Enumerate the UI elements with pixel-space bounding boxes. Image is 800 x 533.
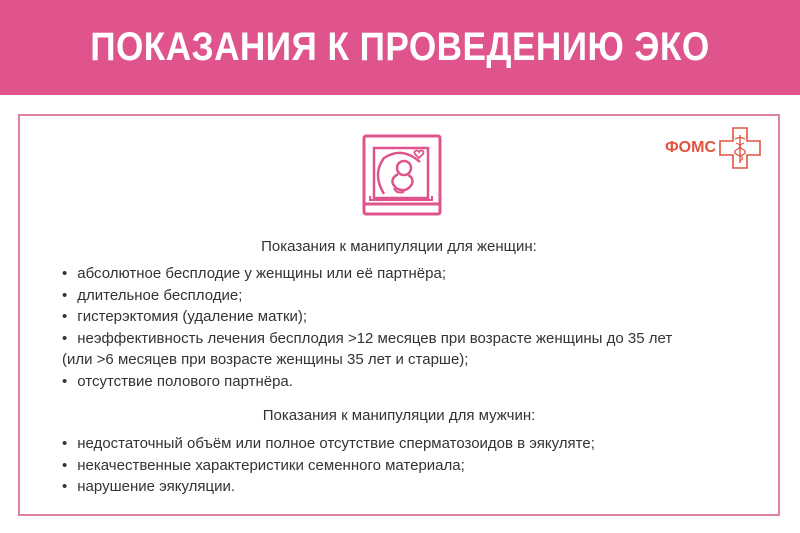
list-item: • длительное бесплодие; xyxy=(62,285,762,307)
header-banner xyxy=(0,0,800,95)
logo-text: ФОМС xyxy=(665,139,716,156)
medical-cross-icon xyxy=(718,126,762,170)
ultrasound-fetus-icon xyxy=(362,134,442,216)
content-card xyxy=(18,114,780,516)
men-section-title: Показания к манипуляции для мужчин: xyxy=(262,407,536,424)
foms-logo xyxy=(665,126,762,170)
page-title: ПОКАЗАНИЯ К ПРОВЕДЕНИЮ ЭКО xyxy=(90,25,710,69)
list-item: • нарушение эякуляции. xyxy=(62,476,762,498)
list-item: • неэффективность лечения бесплодия >12 месяцев при возрасте женщины до 35 лет xyxy=(62,328,762,350)
list-item: • абсолютное бесплодие у женщины или её партнёра; xyxy=(62,263,762,285)
list-item: • некачественные характеристики семенного материала; xyxy=(62,455,762,477)
list-item: • отсутствие полового партнёра. xyxy=(62,371,762,393)
list-item: • недостаточный объём или полное отсутствие сперматозоидов в эякуляте; xyxy=(62,433,762,455)
men-list xyxy=(62,433,762,498)
list-item-continuation: (или >6 месяцев при возрасте женщины 35 лет и старше); xyxy=(62,351,469,368)
list-item: • гистерэктомия (удаление матки); xyxy=(62,306,762,328)
women-section-title: Показания к манипуляции для женщин: xyxy=(261,238,537,255)
women-list xyxy=(62,263,762,392)
